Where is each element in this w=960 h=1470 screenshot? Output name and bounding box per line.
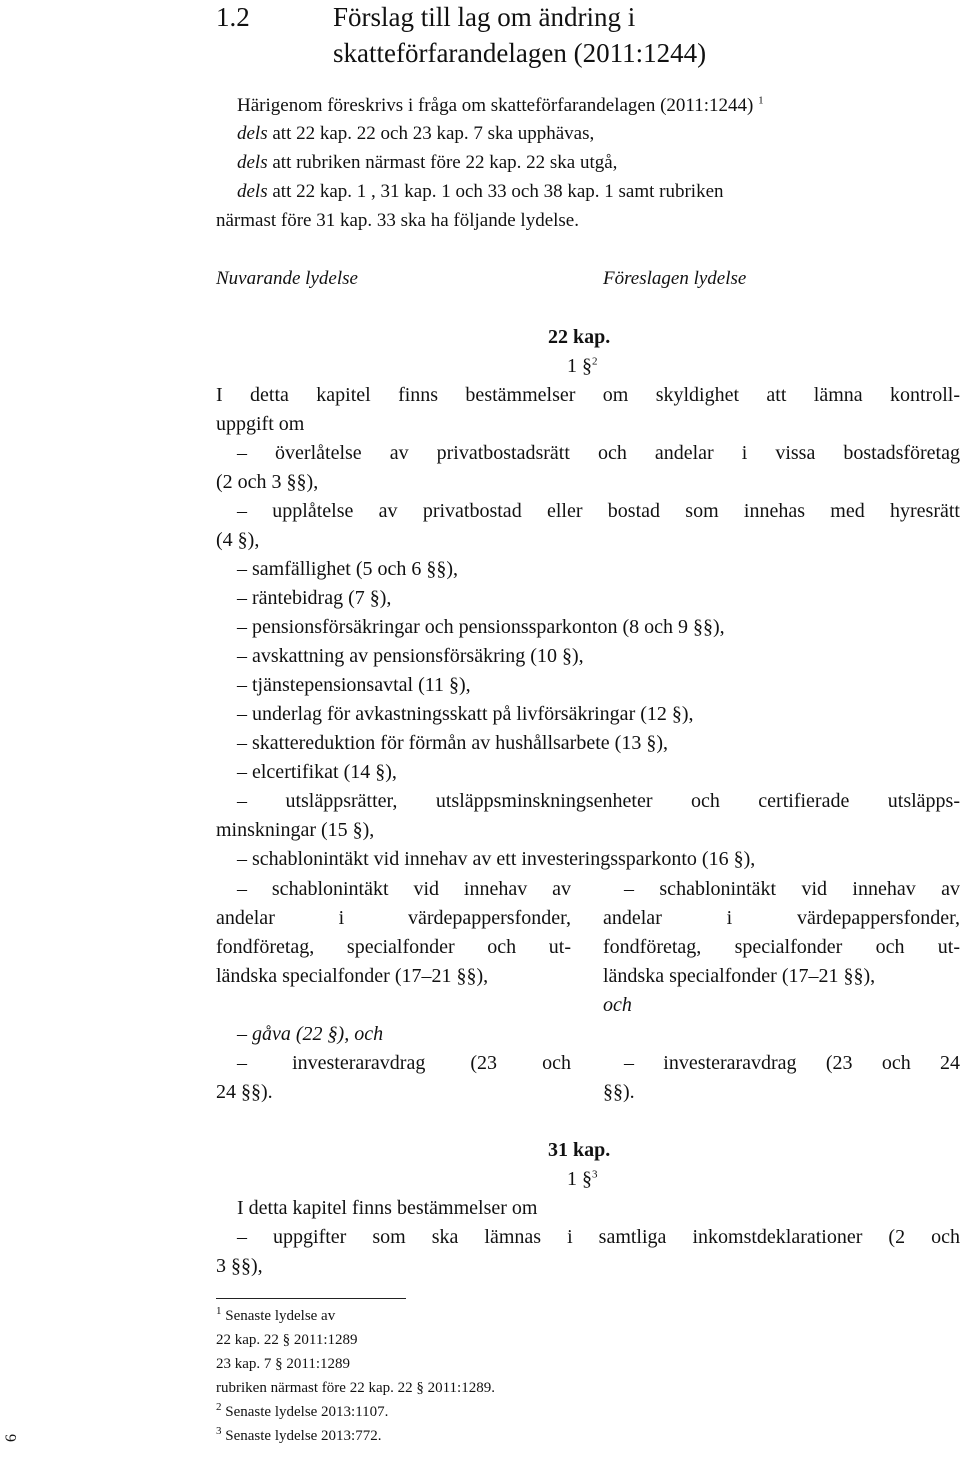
list-item: – tjänstepensionsavtal (11 §),	[237, 674, 471, 696]
chapter-22-paragraph: I detta kapitel finns bestämmelser om skyldighet att lämna kontroll-	[216, 384, 960, 406]
heading-title-line2: skatteförfarandelagen (2011:1244)	[333, 38, 707, 68]
left-col-line: 24 §§).	[216, 1081, 273, 1103]
list-item: – underlag för avkastningsskatt på livförsäkringar (12 §),	[237, 703, 694, 725]
list-item: – utsläppsrätter, utsläppsminskningsenheter och certifierade utsläpps-	[237, 790, 960, 812]
chapter-22-section: 1 §$^2$	[567, 355, 598, 377]
list-item: – elcertifikat (14 §),	[237, 761, 397, 783]
left-col-line: – schablonintäkt vid innehav av	[237, 878, 571, 900]
column-header-proposed: Föreslagen lydelse	[603, 268, 747, 289]
right-col-line: andelar i värdepappersfonder,	[603, 907, 960, 929]
list-item: – uppgifter som ska lämnas i samtliga inkomstdeklarationer (2 och	[237, 1226, 960, 1248]
left-col-line: – investeraravdrag (23 och	[237, 1052, 571, 1074]
heading-title-line1: Förslag till lag om ändring i	[333, 2, 636, 32]
footnote-1: $^1$ Senaste lydelse av	[216, 1305, 336, 1324]
footnote-1-line: 22 kap. 22 § 2011:1289	[216, 1332, 358, 1348]
right-col-line: ländska specialfonder (17–21 §§),	[603, 965, 876, 987]
page-number: 6	[3, 1434, 20, 1442]
list-item: – överlåtelse av privatbostadsrätt och andelar i vissa bostadsföretag	[237, 442, 960, 464]
footnote-2: $^2$ Senaste lydelse 2013:1107.	[216, 1401, 389, 1420]
column-header-current: Nuvarande lydelse	[216, 268, 358, 289]
right-col-line: §§).	[603, 1081, 635, 1103]
list-item-cont: (4 §),	[216, 529, 260, 551]
list-item-cont: (2 och 3 §§),	[216, 471, 319, 493]
intro-line-2: dels att 22 kap. 22 och 23 kap. 7 ska upphävas,	[237, 123, 595, 144]
left-col-line: andelar i värdepappersfonder,	[216, 907, 571, 929]
chapter-22-paragraph-cont: uppgift om	[216, 413, 305, 435]
footnote-3: $^3$ Senaste lydelse 2013:772.	[216, 1425, 382, 1444]
right-col-line: – investeraravdrag (23 och 24	[624, 1052, 960, 1074]
list-item: – skattereduktion för förmån av hushållsarbete (13 §),	[237, 732, 668, 754]
intro-line-3: dels att rubriken närmast före 22 kap. 22 ska utgå,	[237, 152, 618, 173]
chapter-22-title: 22 kap.	[548, 326, 611, 348]
intro-line-4: dels att 22 kap. 1 , 31 kap. 1 och 33 och 38 kap. 1 samt rubriken	[237, 181, 724, 202]
list-item: – avskattning av pensionsförsäkring (10 §),	[237, 645, 584, 667]
left-col-line-removed: – gåva (22 §), och	[237, 1023, 384, 1045]
list-item: – pensionsförsäkringar och pensionssparkonton (8 och 9 §§),	[237, 616, 725, 638]
list-item-cont: 3 §§),	[216, 1255, 263, 1277]
list-item: – schablonintäkt vid innehav av ett investeringssparkonto (16 §),	[237, 848, 756, 870]
list-item: – upplåtelse av privatbostad eller bostad som innehas med hyresrätt	[237, 500, 960, 522]
intro-line-5: närmast före 31 kap. 33 ska ha följande lydelse.	[216, 210, 579, 231]
right-col-line-added: och	[603, 994, 632, 1016]
heading-number: 1.2	[216, 2, 250, 32]
list-item: – samfällighet (5 och 6 §§),	[237, 558, 459, 580]
chapter-31-title: 31 kap.	[548, 1139, 611, 1161]
chapter-31-paragraph: I detta kapitel finns bestämmelser om	[237, 1197, 538, 1219]
list-item-cont: minskningar (15 §),	[216, 819, 375, 841]
left-col-line: ländska specialfonder (17–21 §§),	[216, 965, 489, 987]
chapter-31-section: 1 §$^3$	[567, 1168, 598, 1190]
left-col-line: fondföretag, specialfonder och ut-	[216, 936, 571, 958]
list-item: – räntebidrag (7 §),	[237, 587, 392, 609]
right-col-line: – schablonintäkt vid innehav av	[624, 878, 960, 900]
footnote-separator	[216, 1298, 406, 1299]
footnote-1-line: rubriken närmast före 22 kap. 22 § 2011:1289.	[216, 1380, 495, 1396]
intro-line-1: Härigenom föreskrivs i fråga om skatteförfarandelagen (2011:1244) $^1$	[237, 94, 764, 116]
footnote-1-line: 23 kap. 7 § 2011:1289	[216, 1356, 351, 1372]
right-col-line: fondföretag, specialfonder och ut-	[603, 936, 960, 958]
